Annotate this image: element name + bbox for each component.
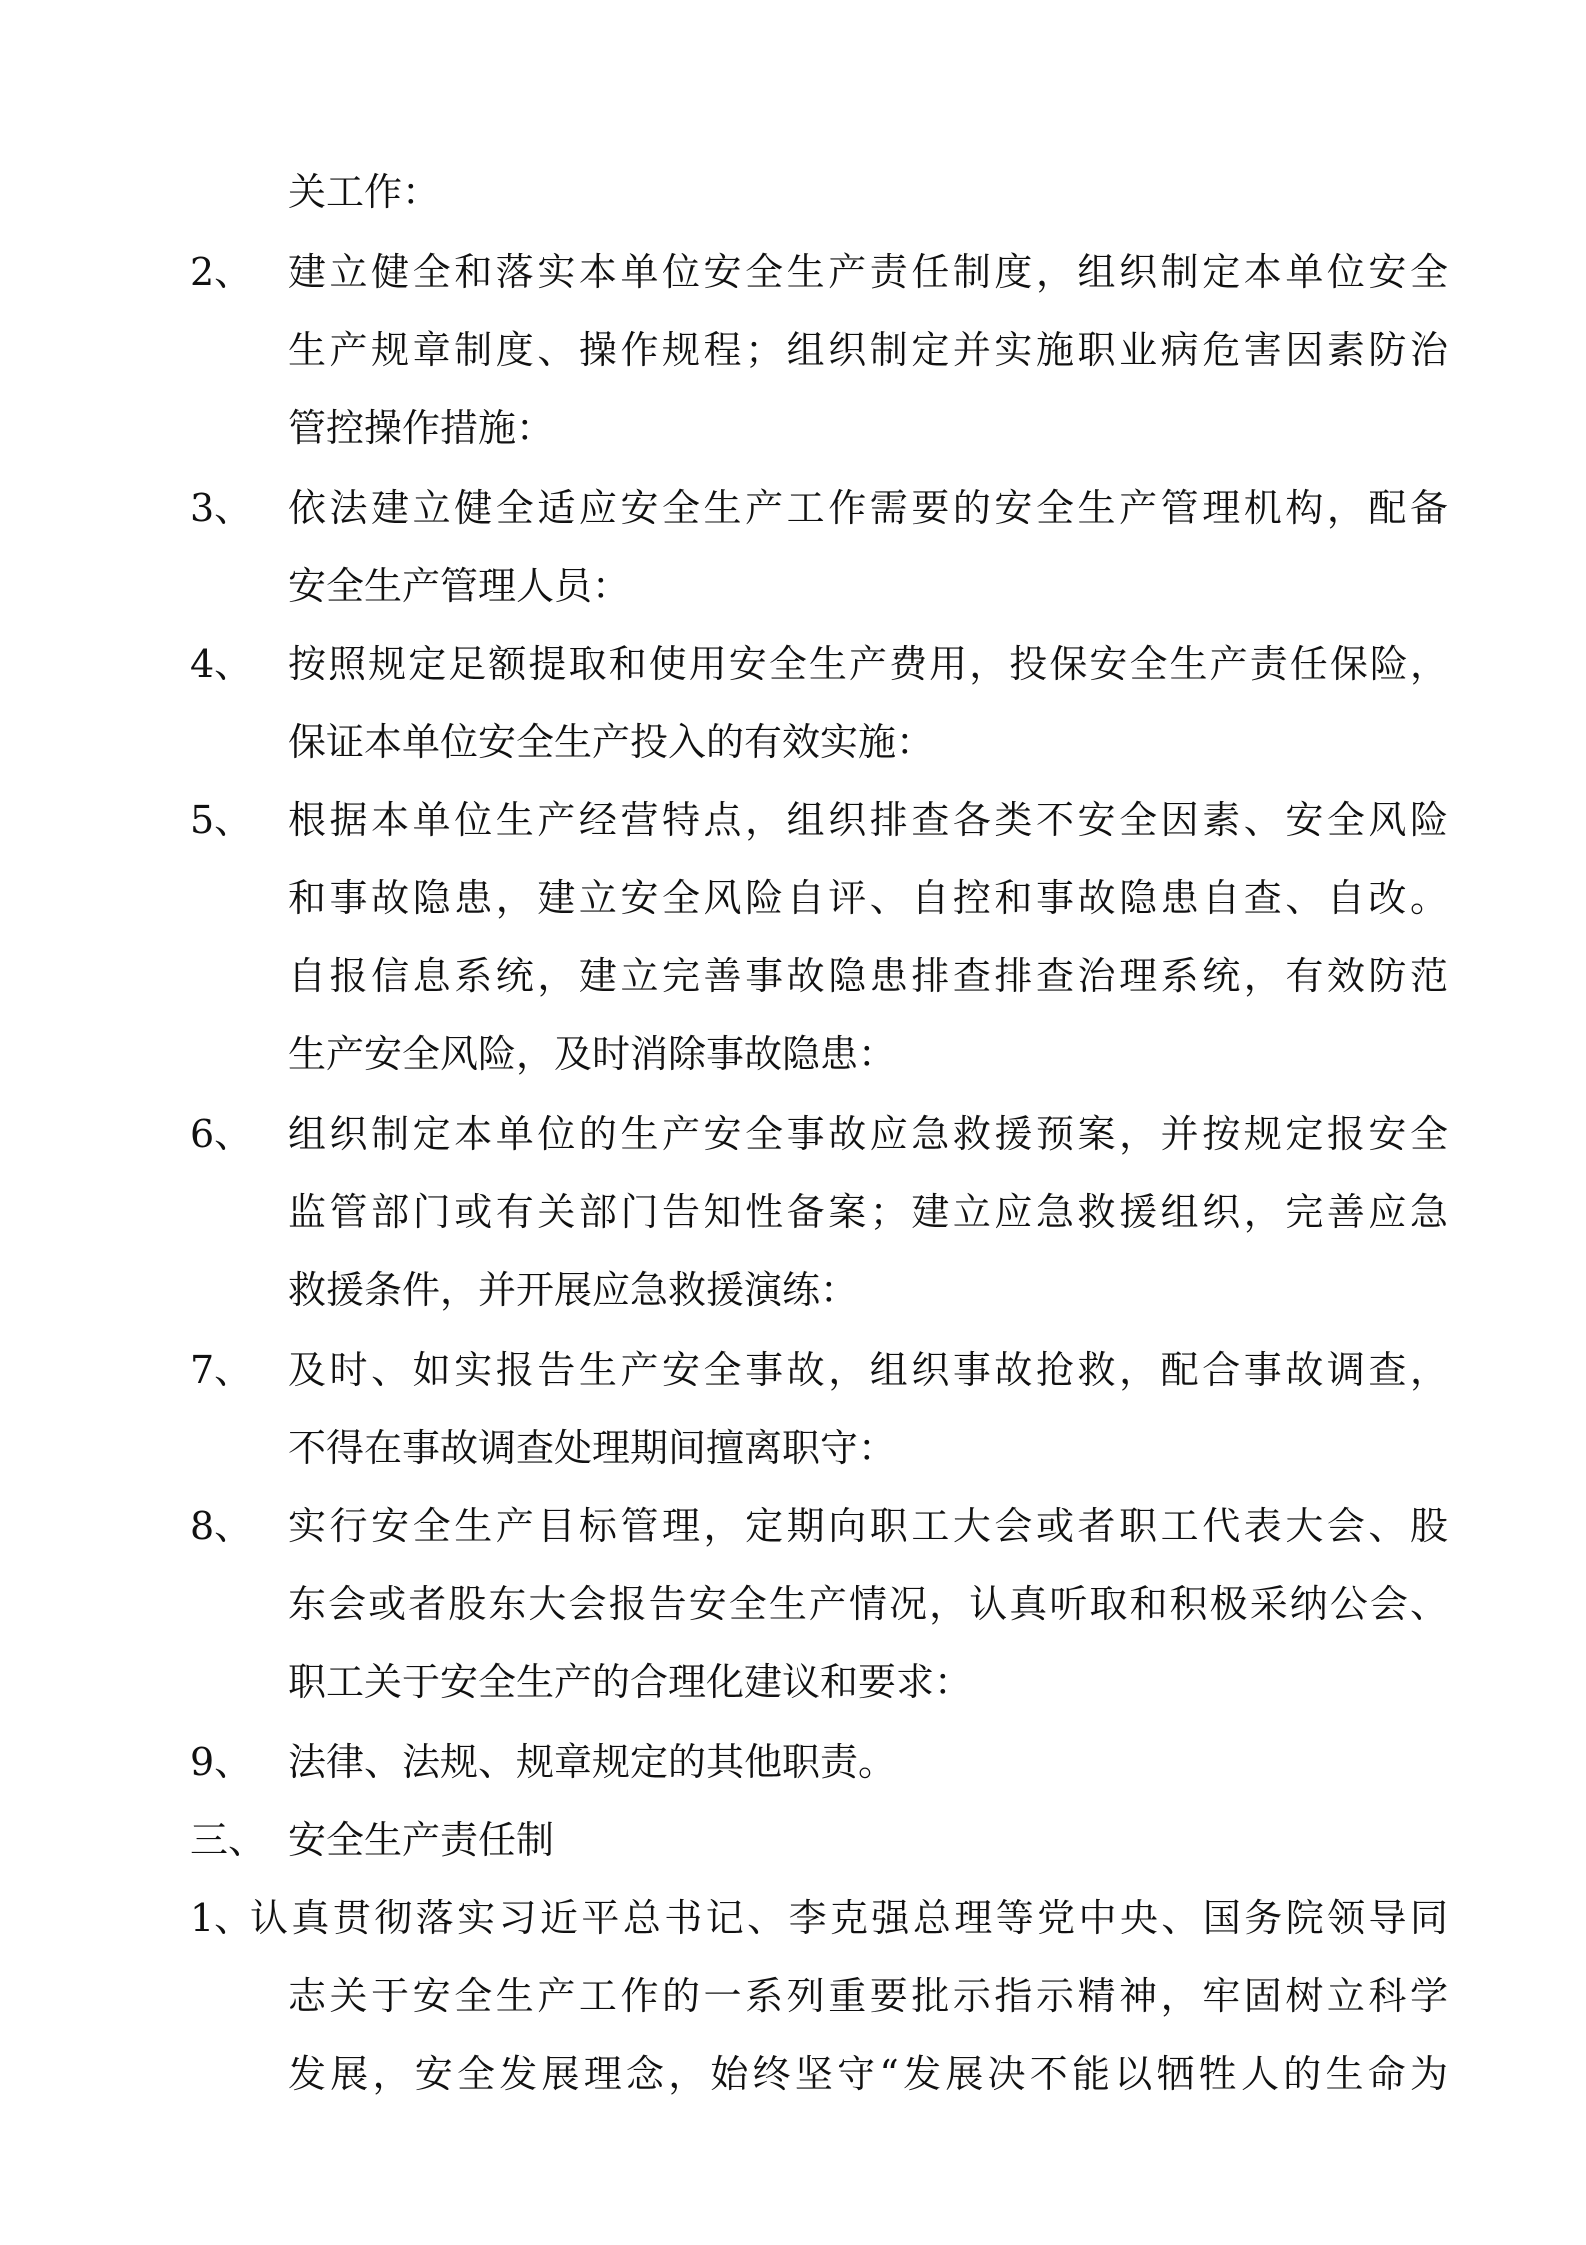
- section-title: 安全生产责任制: [288, 1818, 555, 1862]
- item-number: 6、: [190, 1112, 253, 1156]
- item-text-line: 生产规章制度、操作规程；组织制定并实施职业病危害因素防治: [288, 328, 1448, 372]
- item-number: 1、: [190, 1896, 253, 1940]
- item-number: 7、: [190, 1348, 253, 1392]
- item-text-line: 和事故隐患，建立安全风险自评、自控和事故隐患自查、自改。: [288, 876, 1448, 920]
- item-number: 9、: [190, 1740, 253, 1784]
- item-number: 3、: [190, 486, 253, 530]
- item-text-line: 法律、法规、规章规定的其他职责。: [288, 1740, 897, 1784]
- item-text-line: 安全生产管理人员：: [288, 564, 631, 608]
- item-text-line: 及时、如实报告生产安全事故，组织事故抢救，配合事故调查，: [288, 1348, 1448, 1392]
- item-text-line: 认真贯彻落实习近平总书记、李克强总理等党中央、国务院领导同: [250, 1896, 1448, 1940]
- item-text-line: 自报信息系统，建立完善事故隐患排查排查治理系统，有效防范: [288, 954, 1448, 998]
- item-number: 5、: [190, 798, 253, 842]
- item-text-line: 按照规定足额提取和使用安全生产费用，投保安全生产责任保险，: [288, 642, 1448, 686]
- item-number: 4、: [190, 642, 253, 686]
- continuation-line: 关工作：: [288, 170, 441, 214]
- item-text-line: 实行安全生产目标管理，定期向职工大会或者职工代表大会、股: [288, 1504, 1448, 1548]
- item-text-line: 管控操作措施：: [288, 406, 555, 450]
- section-number: 三、: [190, 1818, 267, 1862]
- item-text-line: 救援条件，并开展应急救援演练：: [288, 1268, 859, 1312]
- item-text-line: 生产安全风险，及时消除事故隐患：: [288, 1032, 897, 1076]
- item-text-line: 不得在事故调查处理期间擅离职守：: [288, 1426, 897, 1470]
- item-text-line: 职工关于安全生产的合理化建议和要求：: [288, 1660, 973, 1704]
- item-text-line: 建立健全和落实本单位安全生产责任制度，组织制定本单位安全: [288, 250, 1448, 294]
- item-number: 2、: [190, 250, 253, 294]
- item-text-line: 志关于安全生产工作的一系列重要批示指示精神，牢固树立科学: [288, 1974, 1448, 2018]
- item-text-line: 监管部门或有关部门告知性备案；建立应急救援组织，完善应急: [288, 1190, 1448, 1234]
- item-text-line: 保证本单位安全生产投入的有效实施：: [288, 720, 935, 764]
- item-text-line: 组织制定本单位的生产安全事故应急救援预案，并按规定报安全: [288, 1112, 1448, 1156]
- item-text-line: 根据本单位生产经营特点，组织排查各类不安全因素、安全风险: [288, 798, 1448, 842]
- item-text-line: 依法建立健全适应安全生产工作需要的安全生产管理机构，配备: [288, 486, 1448, 530]
- item-text-line: 发展，安全发展理念，始终坚守“发展决不能以牺牲人的生命为: [288, 2052, 1448, 2096]
- item-text-line: 东会或者股东大会报告安全生产情况，认真听取和积极采纳公会、: [288, 1582, 1448, 1626]
- item-number: 8、: [190, 1504, 253, 1548]
